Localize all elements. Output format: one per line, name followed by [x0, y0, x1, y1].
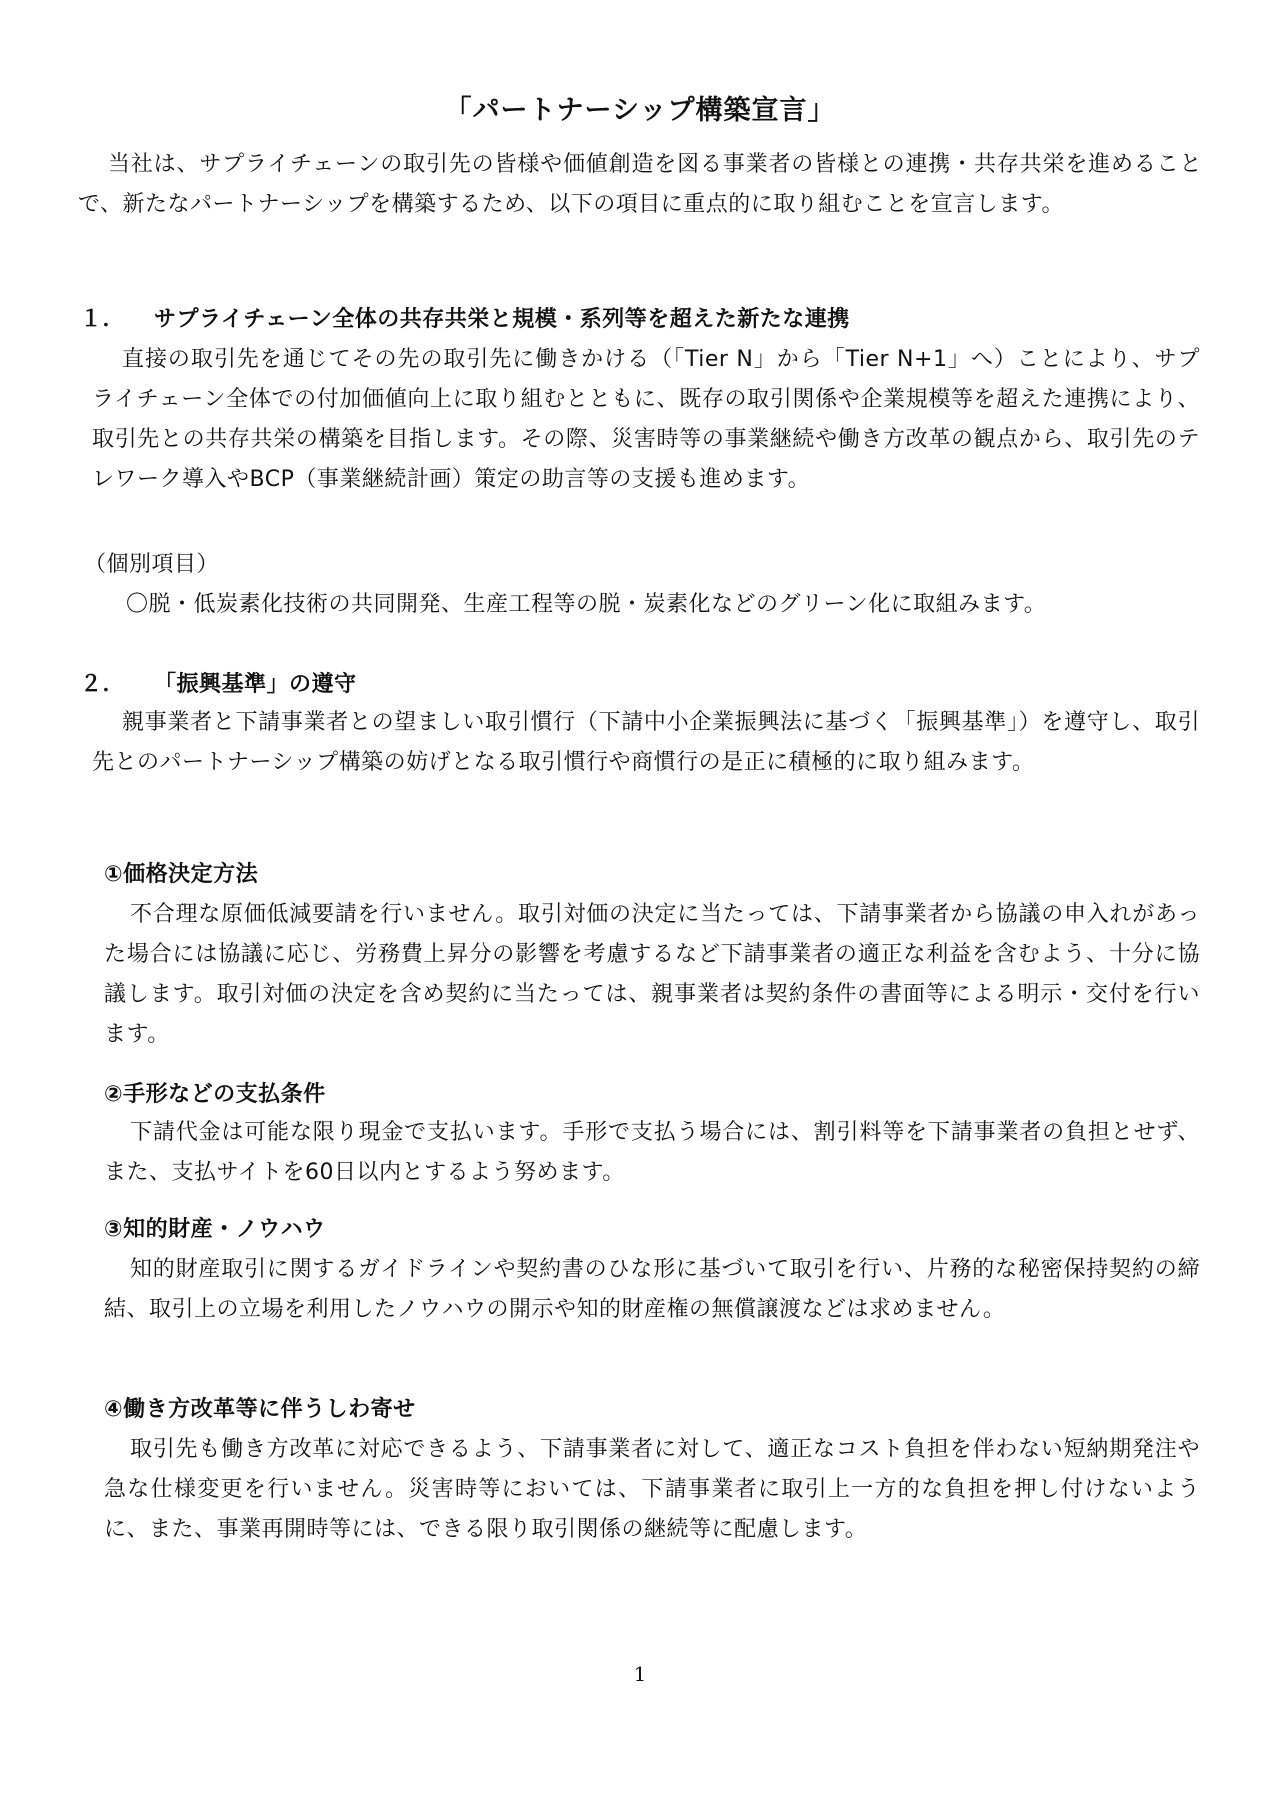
section-1-number: １． [80, 307, 126, 332]
item-4-heading: ④働き方改革等に伴うしわ寄せ [104, 1397, 416, 1422]
section-2-body: 親事業者と下請事業者との望ましい取引慣行（下請中小企業振興法に基づく「振興基準」）を遵守し、取引先とのパートナーシップ構築の妨げとなる取引慣行や商慣行の是正に積極的に取り組みます。 [92, 710, 1200, 775]
item-3-body: 知的財産取引に関するガイドラインや契約書のひな形に基づいて取引を行い、片務的な秘密保持契約の締結、取引上の立場を利用したノウハウの開示や知的財産権の無償譲渡などは求めません。 [104, 1257, 1200, 1322]
item-4-body: 取引先も働き方改革に対応できるよう、下請事業者に対して、適正なコスト負担を伴わない短納期発注や急な仕様変更を行いません。災害時等においては、下請事業者に取引上一方的な負担を押し付けないように、また、事業再開時等には、できる限り取引関係の継続等に配慮します。 [104, 1437, 1200, 1542]
individual-item: 〇脱・低炭素化技術の共同開発、生産工程等の脱・炭素化などのグリーン化に取組みます。 [126, 592, 1047, 617]
section-2-number: ２． [80, 672, 126, 697]
item-1-heading: ①価格決定方法 [104, 862, 259, 887]
item-2-body: 下請代金は可能な限り現金で支払います。手形で支払う場合には、割引料等を下請事業者の負担とせず、また、支払サイトを60日以内とするよう努めます。 [104, 1120, 1200, 1185]
section-1-heading [80, 300, 850, 340]
individual-items-label: （個別項目） [84, 552, 220, 577]
item-3-heading: ③知的財産・ノウハウ [104, 1217, 326, 1242]
page-title: 「パートナーシップ構築宣言」 [444, 95, 836, 127]
section-1-title: サプライチェーン全体の共存共栄と規模・系列等を超えた新たな連携 [154, 307, 850, 332]
section-1-body: 直接の取引先を通じてその先の取引先に働きかける（「Tier N」から「Tier N+1」へ）ことにより、サプライチェーン全体での付加価値向上に取り組むとともに、既存の取引関係や企業規模等を超えた連携により、取引先との共存共栄の構築を目指します。その際、災害時等の事業継続や働き方改革の観点から、取引先のテレワーク導入やBCP（事業継続計画）策定の助言等の支援も進めます。 [92, 347, 1200, 492]
section-2-title: 「振興基準」の遵守 [154, 672, 357, 697]
item-1-body: 不合理な原価低減要請を行いません。取引対価の決定に当たっては、下請事業者から協議の申入れがあった場合には協議に応じ、労務費上昇分の影響を考慮するなど下請事業者の適正な利益を含むよう、十分に協議します。取引対価の決定を含め契約に当たっては、親事業者は契約条件の書面等による明示・交付を行います。 [104, 902, 1200, 1047]
item-2-heading: ②手形などの支払条件 [104, 1082, 326, 1107]
intro-paragraph: 当社は、サプライチェーンの取引先の皆様や価値創造を図る事業者の皆様との連携・共存共栄を進めることで、新たなパートナーシップを構築するため、以下の項目に重点的に取り組むことを宣言します。 [78, 152, 1202, 217]
section-2-heading [80, 665, 357, 705]
page-number: 1 [633, 1662, 647, 1686]
